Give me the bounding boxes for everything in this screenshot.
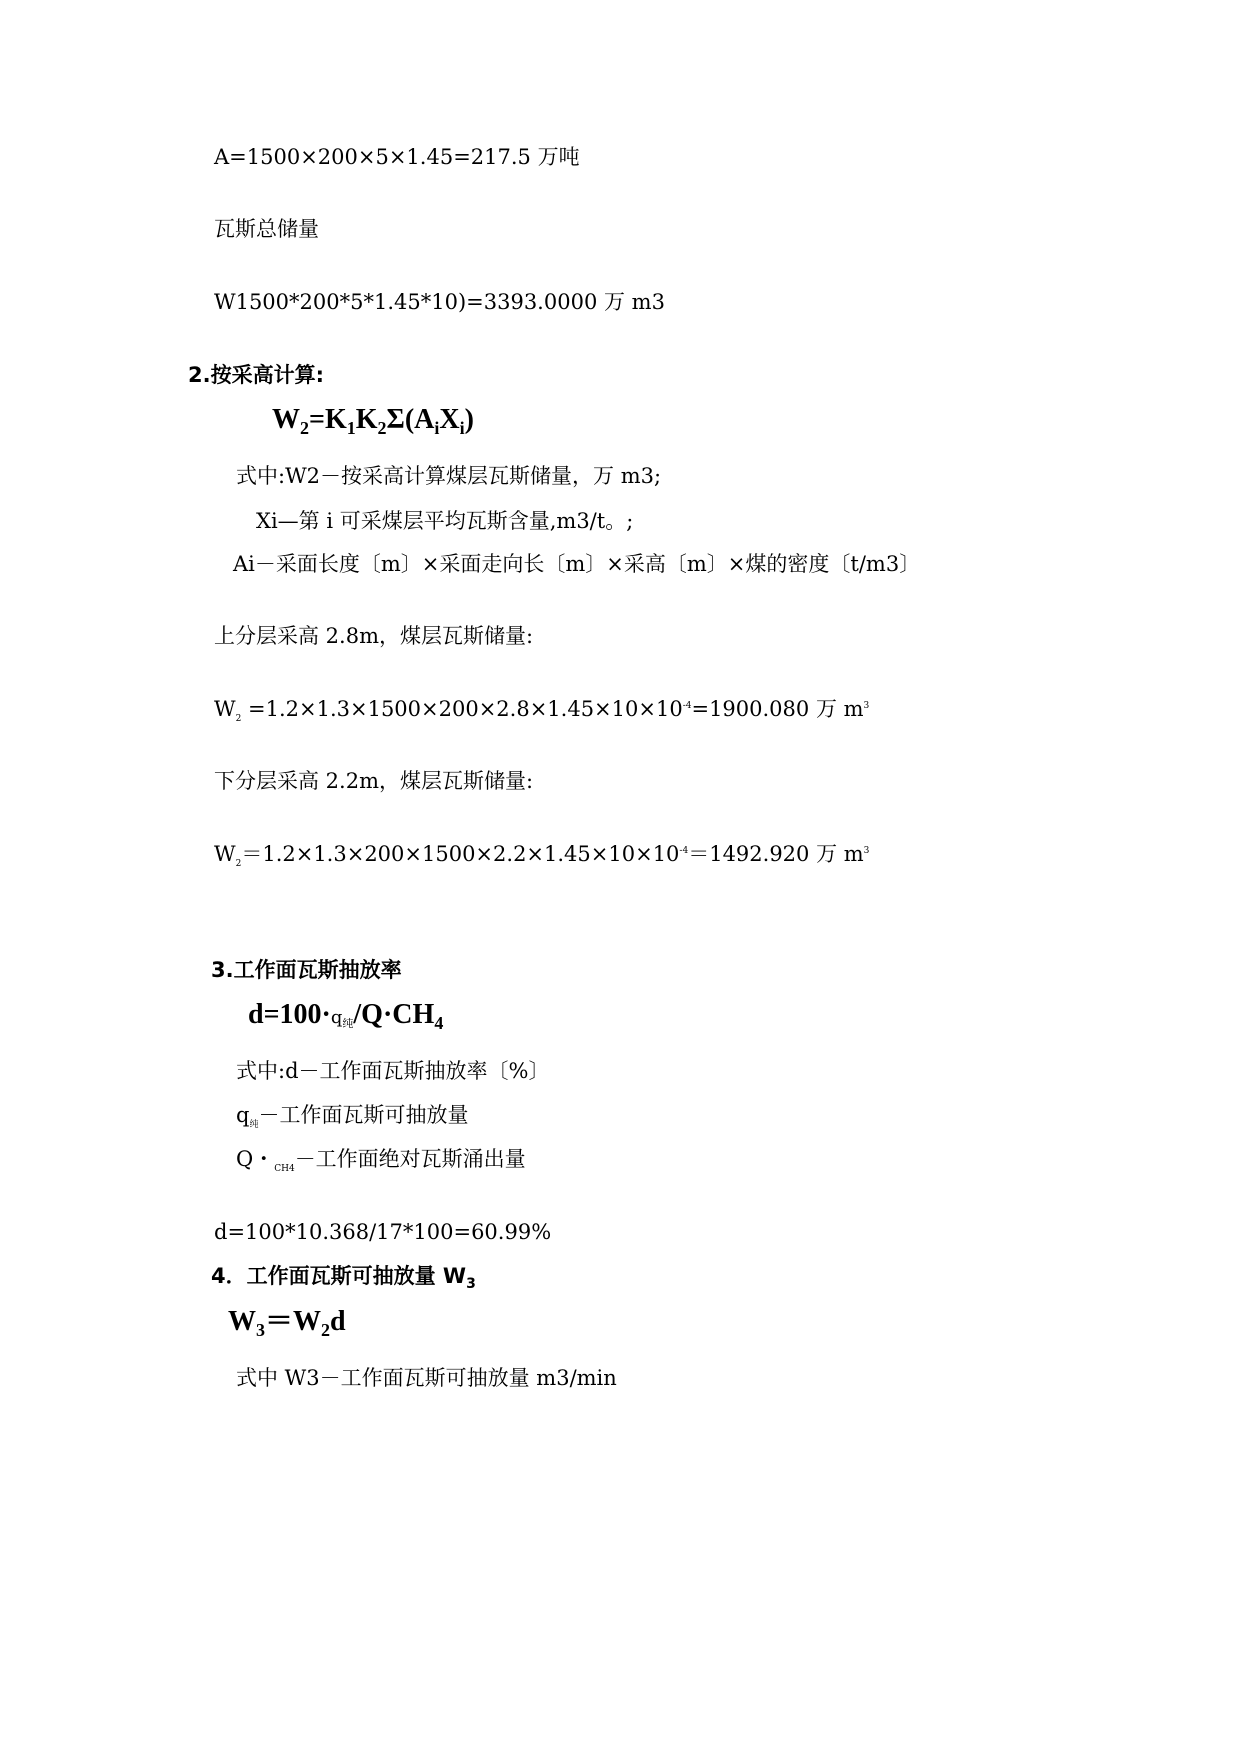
- definition-q-ch4: Q・$_{CH4}$－工作面绝对瓦斯涌出量: [236, 1147, 526, 1174]
- upper-layer-label: 上分层采高 2.8m，煤层瓦斯储量:: [214, 624, 534, 648]
- definition-w2: 式中:W2－按采高计算煤层瓦斯储量，万 m3;: [236, 464, 662, 488]
- section-heading-3: 3.工作面瓦斯抽放率: [211, 958, 402, 982]
- formula-drainage-rate: d=100·q纯$/Q\cdot CH_4$: [248, 999, 444, 1033]
- calc-line-w2-lower: $W_2=1.2\times 1.3\times 200\times 1500\times 2.2\times 1.45\times 10\times 10^{-4}=1492.920$ 万 $m^3$: [214, 842, 870, 869]
- definition-d: 式中:d－工作面瓦斯抽放率〔%〕: [236, 1059, 550, 1083]
- calc-line-d: d=100*10.368/17*100=60.99%: [214, 1220, 552, 1244]
- calc-line-coal-reserve: A=1500×200×5×1.45=217.5 万吨: [214, 145, 580, 169]
- section-heading-2: 2.按采高计算:: [188, 363, 324, 387]
- calc-line-gas-total: W1500*200*5*1.45*10)=3393.0000 万 m3: [214, 290, 665, 314]
- calc-line-w2-upper: $W_2 =1.2\times 1.3\times 1500\times 200\times 2.8\times 1.45\times 10\times 10^{-4}=1900.080$ 万 $m^3$: [214, 697, 870, 724]
- definition-ai: Ai－采面长度〔m〕×采面走向长〔m〕×采高〔m〕×煤的密度〔t/m3〕: [233, 552, 921, 576]
- formula-w2: $W_2=K_1K_2\Sigma(A_iX_i)$: [272, 404, 474, 438]
- lower-layer-label: 下分层采高 2.2m，煤层瓦斯储量:: [214, 769, 534, 793]
- formula-w3: $W_3=W_2d$: [228, 1306, 346, 1340]
- gas-total-reserve-label: 瓦斯总储量: [214, 217, 319, 241]
- section-heading-4: 4．工作面瓦斯可抽放量 $W_3$: [211, 1264, 476, 1292]
- definition-xi: Xi—第 i 可采煤层平均瓦斯含量,m3/t。;: [256, 509, 634, 533]
- definition-w3: 式中 W3－工作面瓦斯可抽放量 m3/min: [236, 1366, 617, 1390]
- definition-q-pure: $q_纯-$工作面瓦斯可抽放量: [236, 1103, 469, 1130]
